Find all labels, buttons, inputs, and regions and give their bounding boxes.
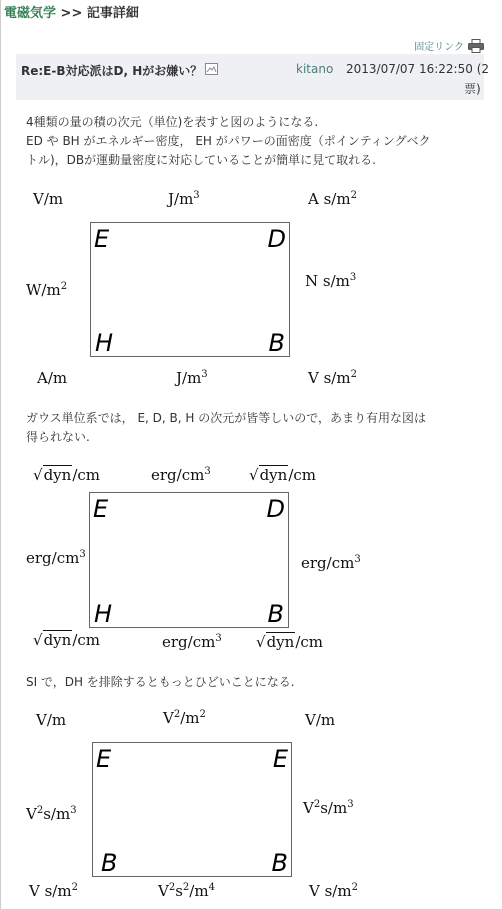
label-top-right: √dyn/cm	[249, 466, 316, 484]
permalink-label: 固定リンク	[414, 42, 464, 53]
label-mid-left: $W/m^2$	[26, 281, 68, 299]
label-mid-right: N $s/m^3$	[305, 272, 357, 290]
corner-bottom-right: B	[268, 329, 285, 357]
breadcrumb-parent-link[interactable]: 電磁気学	[4, 6, 57, 21]
diagram-box	[89, 492, 289, 628]
label-top-mid: erg/$cm^3$	[151, 466, 211, 484]
post-title-text: Re:E-B対応派はD, Hがお嫌い？	[21, 64, 203, 78]
post-date: 2013/07/07 16:22:50 (2	[346, 62, 490, 76]
corner-top-left: E	[93, 495, 109, 523]
label-top-left: V/m	[36, 711, 67, 729]
paragraph-gauss: ガウス単位系では， E, D, B, H の次元が皆等しいので，あまり有用な図は 得られない.	[26, 411, 426, 444]
corner-bottom-left: H	[94, 600, 113, 628]
label-bottom-left: V $s/m^2$	[29, 882, 78, 900]
post-votes: 票)	[464, 82, 481, 96]
label-top-mid: $J/m^3$	[168, 190, 200, 208]
label-bottom-mid: $V^2s^2/m^4$	[158, 882, 215, 900]
corner-bottom-right: B	[267, 600, 284, 628]
breadcrumb-separator: >>	[60, 6, 83, 21]
label-top-mid: $V^2/m^2$	[163, 709, 206, 727]
label-bottom-right: V $s/m^2$	[309, 882, 358, 900]
post-author-link[interactable]: kitano	[296, 62, 334, 76]
label-bottom-right: V $s/m^2$	[308, 369, 357, 387]
label-mid-left: $V^2s/m^3$	[26, 805, 77, 823]
label-bottom-mid: erg/$cm^3$	[162, 633, 222, 651]
corner-top-right: D	[267, 225, 286, 253]
corner-top-right: E	[272, 745, 288, 773]
label-top-right: A $s/m^2$	[308, 190, 357, 208]
paragraph-intro: 4種類の量の積の次元（単位)を表すと図のようになる. ED や BH がエネルギー密度， EH がパワーの面密度（ポインティングベク トル)，DBが運動量密度に対応していることが簡単に見て取れる.	[26, 115, 431, 167]
label-bottom-right: √dyn/cm	[256, 633, 323, 651]
post-title	[21, 62, 218, 79]
label-top-right: V/m	[305, 711, 336, 729]
label-mid-right: $V^2s/m^3$	[303, 799, 354, 817]
label-bottom-left: A/m	[37, 369, 68, 387]
diagram-box	[92, 742, 292, 877]
breadcrumb-current: 記事詳細	[86, 6, 139, 21]
post-header	[16, 54, 490, 100]
label-mid-right: erg/$cm^3$	[301, 554, 361, 572]
corner-top-right: D	[266, 495, 285, 523]
breadcrumb	[4, 2, 139, 21]
image-icon	[205, 63, 218, 78]
label-top-left: √dyn/cm	[33, 466, 100, 484]
diagram-box	[90, 222, 290, 357]
label-mid-left: erg/$cm^3$	[26, 549, 86, 567]
corner-bottom-left: B	[101, 849, 118, 877]
permalink-button[interactable]	[414, 38, 484, 53]
content-border	[0, 0, 1, 909]
label-top-left: V/m	[33, 190, 64, 208]
printer-icon[interactable]	[468, 39, 484, 53]
label-bottom-mid: $J/m^3$	[176, 369, 208, 387]
corner-bottom-right: B	[271, 849, 288, 877]
corner-bottom-left: H	[95, 329, 114, 357]
corner-top-left: E	[96, 745, 112, 773]
paragraph-si-exclude: SI で，DH を排除するともっとひどいことになる.	[26, 675, 295, 689]
label-bottom-left: √dyn/cm	[33, 631, 100, 649]
corner-top-left: E	[94, 225, 110, 253]
